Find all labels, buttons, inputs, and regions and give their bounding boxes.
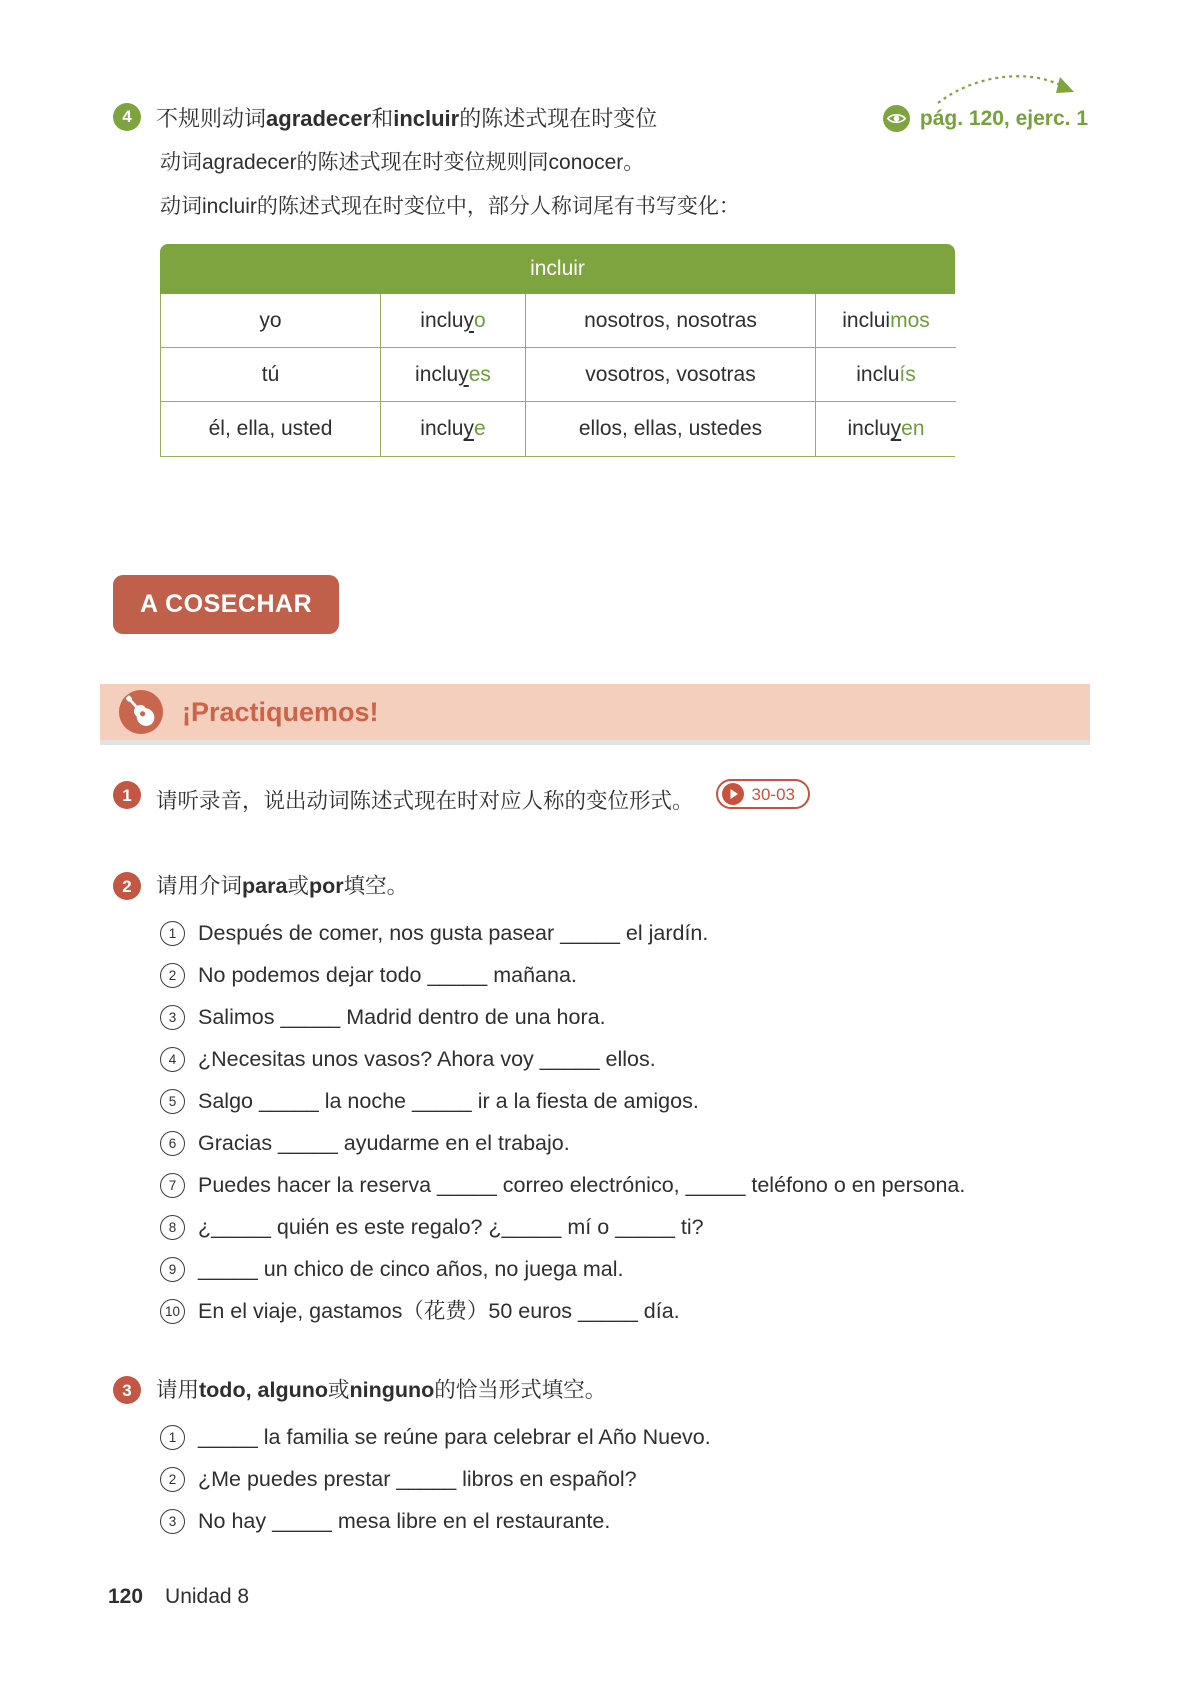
item-text: No podemos dejar todo _____ mañana.: [198, 963, 577, 987]
guitar-icon: [118, 689, 164, 735]
list-item: [160, 1295, 1090, 1328]
conjugation-table-title: incluir: [160, 244, 955, 294]
section4-title: [156, 103, 657, 134]
table-cell-person: tú: [161, 348, 381, 402]
item-text: En el viaje, gastamos（花费）50 euros _____ día.: [198, 1299, 680, 1323]
item-number: 1: [160, 1425, 185, 1450]
list-item: [160, 1211, 1090, 1244]
list-item: [160, 1253, 1090, 1286]
practiquemos-title: ¡Practiquemos!: [182, 696, 379, 727]
page-footer: [108, 1585, 249, 1609]
exercise2-badge: 2: [113, 872, 141, 900]
eye-icon: [883, 105, 910, 132]
list-item: [160, 1043, 1090, 1076]
section4-line3: 动词incluir的陈述式现在时变位中，部分人称词尾有书写变化：: [160, 195, 740, 218]
page-reference-link[interactable]: [883, 105, 1088, 132]
item-number: 2: [160, 1467, 185, 1492]
item-text: _____ un chico de cinco años, no juega mal.: [198, 1257, 624, 1281]
item-number: 1: [160, 921, 185, 946]
exercise2-instruction: 请用介词para或por填空。: [156, 874, 409, 898]
item-number: 2: [160, 963, 185, 988]
conjugation-table-grid: [160, 294, 955, 457]
section4-header: [113, 103, 1090, 134]
section4-title-part3: 的陈述式现在时变位: [459, 106, 658, 131]
conjugation-table: [160, 244, 955, 457]
item-number: 3: [160, 1509, 185, 1534]
item-text: ¿Me puedes prestar _____ libros en español?: [198, 1467, 637, 1491]
audio-chip[interactable]: [716, 779, 810, 809]
item-number: 10: [160, 1299, 185, 1324]
item-number: 8: [160, 1215, 185, 1240]
item-text: Puedes hacer la reserva _____ correo electrónico, _____ teléfono o en persona.: [198, 1173, 966, 1197]
list-item: [160, 1463, 1090, 1496]
item-text: Gracias _____ ayudarme en el trabajo.: [198, 1131, 570, 1155]
list-item: [160, 1505, 1090, 1538]
item-number: 4: [160, 1047, 185, 1072]
item-text: Salgo _____ la noche _____ ir a la fiesta de amigos.: [198, 1089, 699, 1113]
table-cell-person: ellos, ellas, ustedes: [526, 402, 816, 456]
table-cell-person: él, ella, usted: [161, 402, 381, 456]
section-heading-a-cosechar: A COSECHAR: [113, 575, 339, 634]
practiquemos-banner: [100, 684, 1090, 745]
exercise2-items: [160, 917, 1090, 1328]
play-icon: [721, 782, 745, 806]
list-item: [160, 917, 1090, 950]
section4-title-verb2: incluir: [393, 106, 460, 131]
list-item: [160, 1127, 1090, 1160]
list-item: [160, 959, 1090, 992]
section4-title-verb1: agradecer: [266, 106, 372, 131]
item-number: 7: [160, 1173, 185, 1198]
item-number: 5: [160, 1089, 185, 1114]
exercise3-instruction: 请用todo, alguno或ninguno的恰当形式填空。: [156, 1378, 607, 1402]
table-cell-form: incluyo: [381, 294, 526, 348]
exercise3-header: [113, 1376, 1090, 1405]
audio-track-label: 30-03: [751, 784, 795, 804]
item-text: Después de comer, nos gusta pasear _____ el jardín.: [198, 921, 709, 945]
section4-title-part1: 不规则动词: [156, 106, 267, 131]
banner-shadow: [100, 740, 1090, 745]
exercise1-header: [113, 781, 1090, 816]
item-text: ¿_____ quién es este regalo? ¿_____ mí o _____ ti?: [198, 1215, 704, 1239]
page-reference-label: pág. 120, ejerc. 1: [919, 106, 1088, 130]
item-text: _____ la familia se reúne para celebrar el Año Nuevo.: [198, 1425, 711, 1449]
table-cell-form: incluyes: [381, 348, 526, 402]
table-cell-form: incluye: [381, 402, 526, 456]
section4-line2: 动词agradecer的陈述式现在时变位规则同conocer。: [160, 151, 645, 174]
table-cell-form: incluyen: [816, 402, 956, 456]
exercise3-badge: 3: [113, 1376, 141, 1404]
exercise2-header: [113, 872, 1090, 901]
table-cell-person: yo: [161, 294, 381, 348]
table-cell-form: incluís: [816, 348, 956, 402]
list-item: [160, 1421, 1090, 1454]
exercise1-instruction: 请听录音，说出动词陈述式现在时对应人称的变位形式。 30-03: [156, 781, 810, 816]
list-item: [160, 1001, 1090, 1034]
item-number: 6: [160, 1131, 185, 1156]
section4-badge: 4: [113, 103, 141, 131]
item-number: 3: [160, 1005, 185, 1030]
exercise1-badge: 1: [113, 781, 141, 809]
list-item: [160, 1085, 1090, 1118]
table-cell-person: vosotros, vosotras: [526, 348, 816, 402]
item-text: Salimos _____ Madrid dentro de una hora.: [198, 1005, 606, 1029]
table-cell-person: nosotros, nosotras: [526, 294, 816, 348]
page-number: 120: [108, 1585, 144, 1608]
section4-title-part2: 和: [371, 106, 394, 131]
item-text: No hay _____ mesa libre en el restaurante.: [198, 1509, 611, 1533]
item-number: 9: [160, 1257, 185, 1282]
dotted-arrow-icon: [932, 67, 1082, 109]
item-text: ¿Necesitas unos vasos? Ahora voy _____ ellos.: [198, 1047, 656, 1071]
exercise3-items: [160, 1421, 1090, 1538]
list-item: [160, 1169, 1090, 1202]
table-cell-form: incluimos: [816, 294, 956, 348]
unit-label: Unidad 8: [165, 1585, 250, 1608]
